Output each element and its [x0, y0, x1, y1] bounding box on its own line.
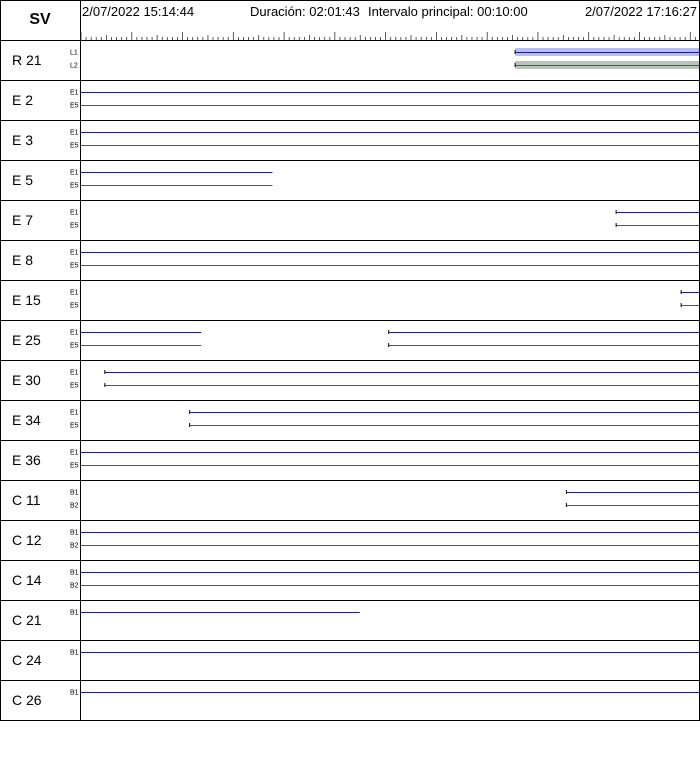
signal-label: B2: [70, 542, 79, 550]
satellite-label: E 34: [12, 412, 41, 428]
satellite-label: E 7: [12, 212, 34, 228]
signal-label: B1: [70, 529, 79, 537]
signal-label: E5: [70, 342, 79, 350]
signal-label: B1: [70, 609, 79, 617]
signal-label: E1: [70, 329, 79, 337]
signal-label: L1: [70, 49, 78, 57]
signal-label: E1: [70, 289, 79, 297]
signal-label: E1: [70, 89, 79, 97]
satellite-label: R 21: [12, 52, 42, 68]
duration-label: Duración: 02:01:43: [250, 4, 360, 19]
signal-label: B1: [70, 569, 79, 577]
satellite-label: C 26: [12, 692, 42, 708]
signal-label: E1: [70, 409, 79, 417]
signal-label: B2: [70, 502, 79, 510]
satellite-label: C 14: [12, 572, 42, 588]
satellite-label: C 24: [12, 652, 42, 668]
signal-label: E5: [70, 422, 79, 430]
signal-label: E1: [70, 169, 79, 177]
interval-label: Intervalo principal: 00:10:00: [368, 4, 528, 19]
satellite-label: E 8: [12, 252, 34, 268]
signal-label: E1: [70, 209, 79, 217]
signal-label: E5: [70, 142, 79, 150]
signal-label: B1: [70, 489, 79, 497]
end-time: 2/07/2022 17:16:27: [584, 4, 697, 19]
satellite-label: E 30: [12, 372, 41, 388]
satellite-label: E 2: [12, 92, 34, 108]
signal-label: B2: [70, 582, 79, 590]
satellite-label: E 3: [12, 132, 34, 148]
start-time: 2/07/2022 15:14:44: [82, 4, 195, 19]
signal-label: B1: [70, 689, 79, 697]
signal-label: L2: [70, 62, 78, 70]
signal-label: E1: [70, 449, 79, 457]
satellite-label: E 15: [12, 292, 41, 308]
satellite-label: E 25: [12, 332, 41, 348]
satellite-label: C 12: [12, 532, 42, 548]
satellite-label: C 11: [12, 492, 41, 508]
signal-label: B1: [70, 649, 79, 657]
signal-label: E5: [70, 382, 79, 390]
signal-label: E1: [70, 129, 79, 137]
satellite-label: C 21: [12, 612, 42, 628]
signal-label: E5: [70, 462, 79, 470]
signal-label: E1: [70, 369, 79, 377]
signal-label: E5: [70, 222, 79, 230]
signal-label: E5: [70, 262, 79, 270]
signal-label: E5: [70, 102, 79, 110]
system-label: SV: [29, 11, 51, 28]
signal-label: E5: [70, 302, 79, 310]
satellite-label: E 36: [12, 452, 41, 468]
signal-label: E5: [70, 182, 79, 190]
signal-label: E1: [70, 249, 79, 257]
satellite-label: E 5: [12, 172, 34, 188]
